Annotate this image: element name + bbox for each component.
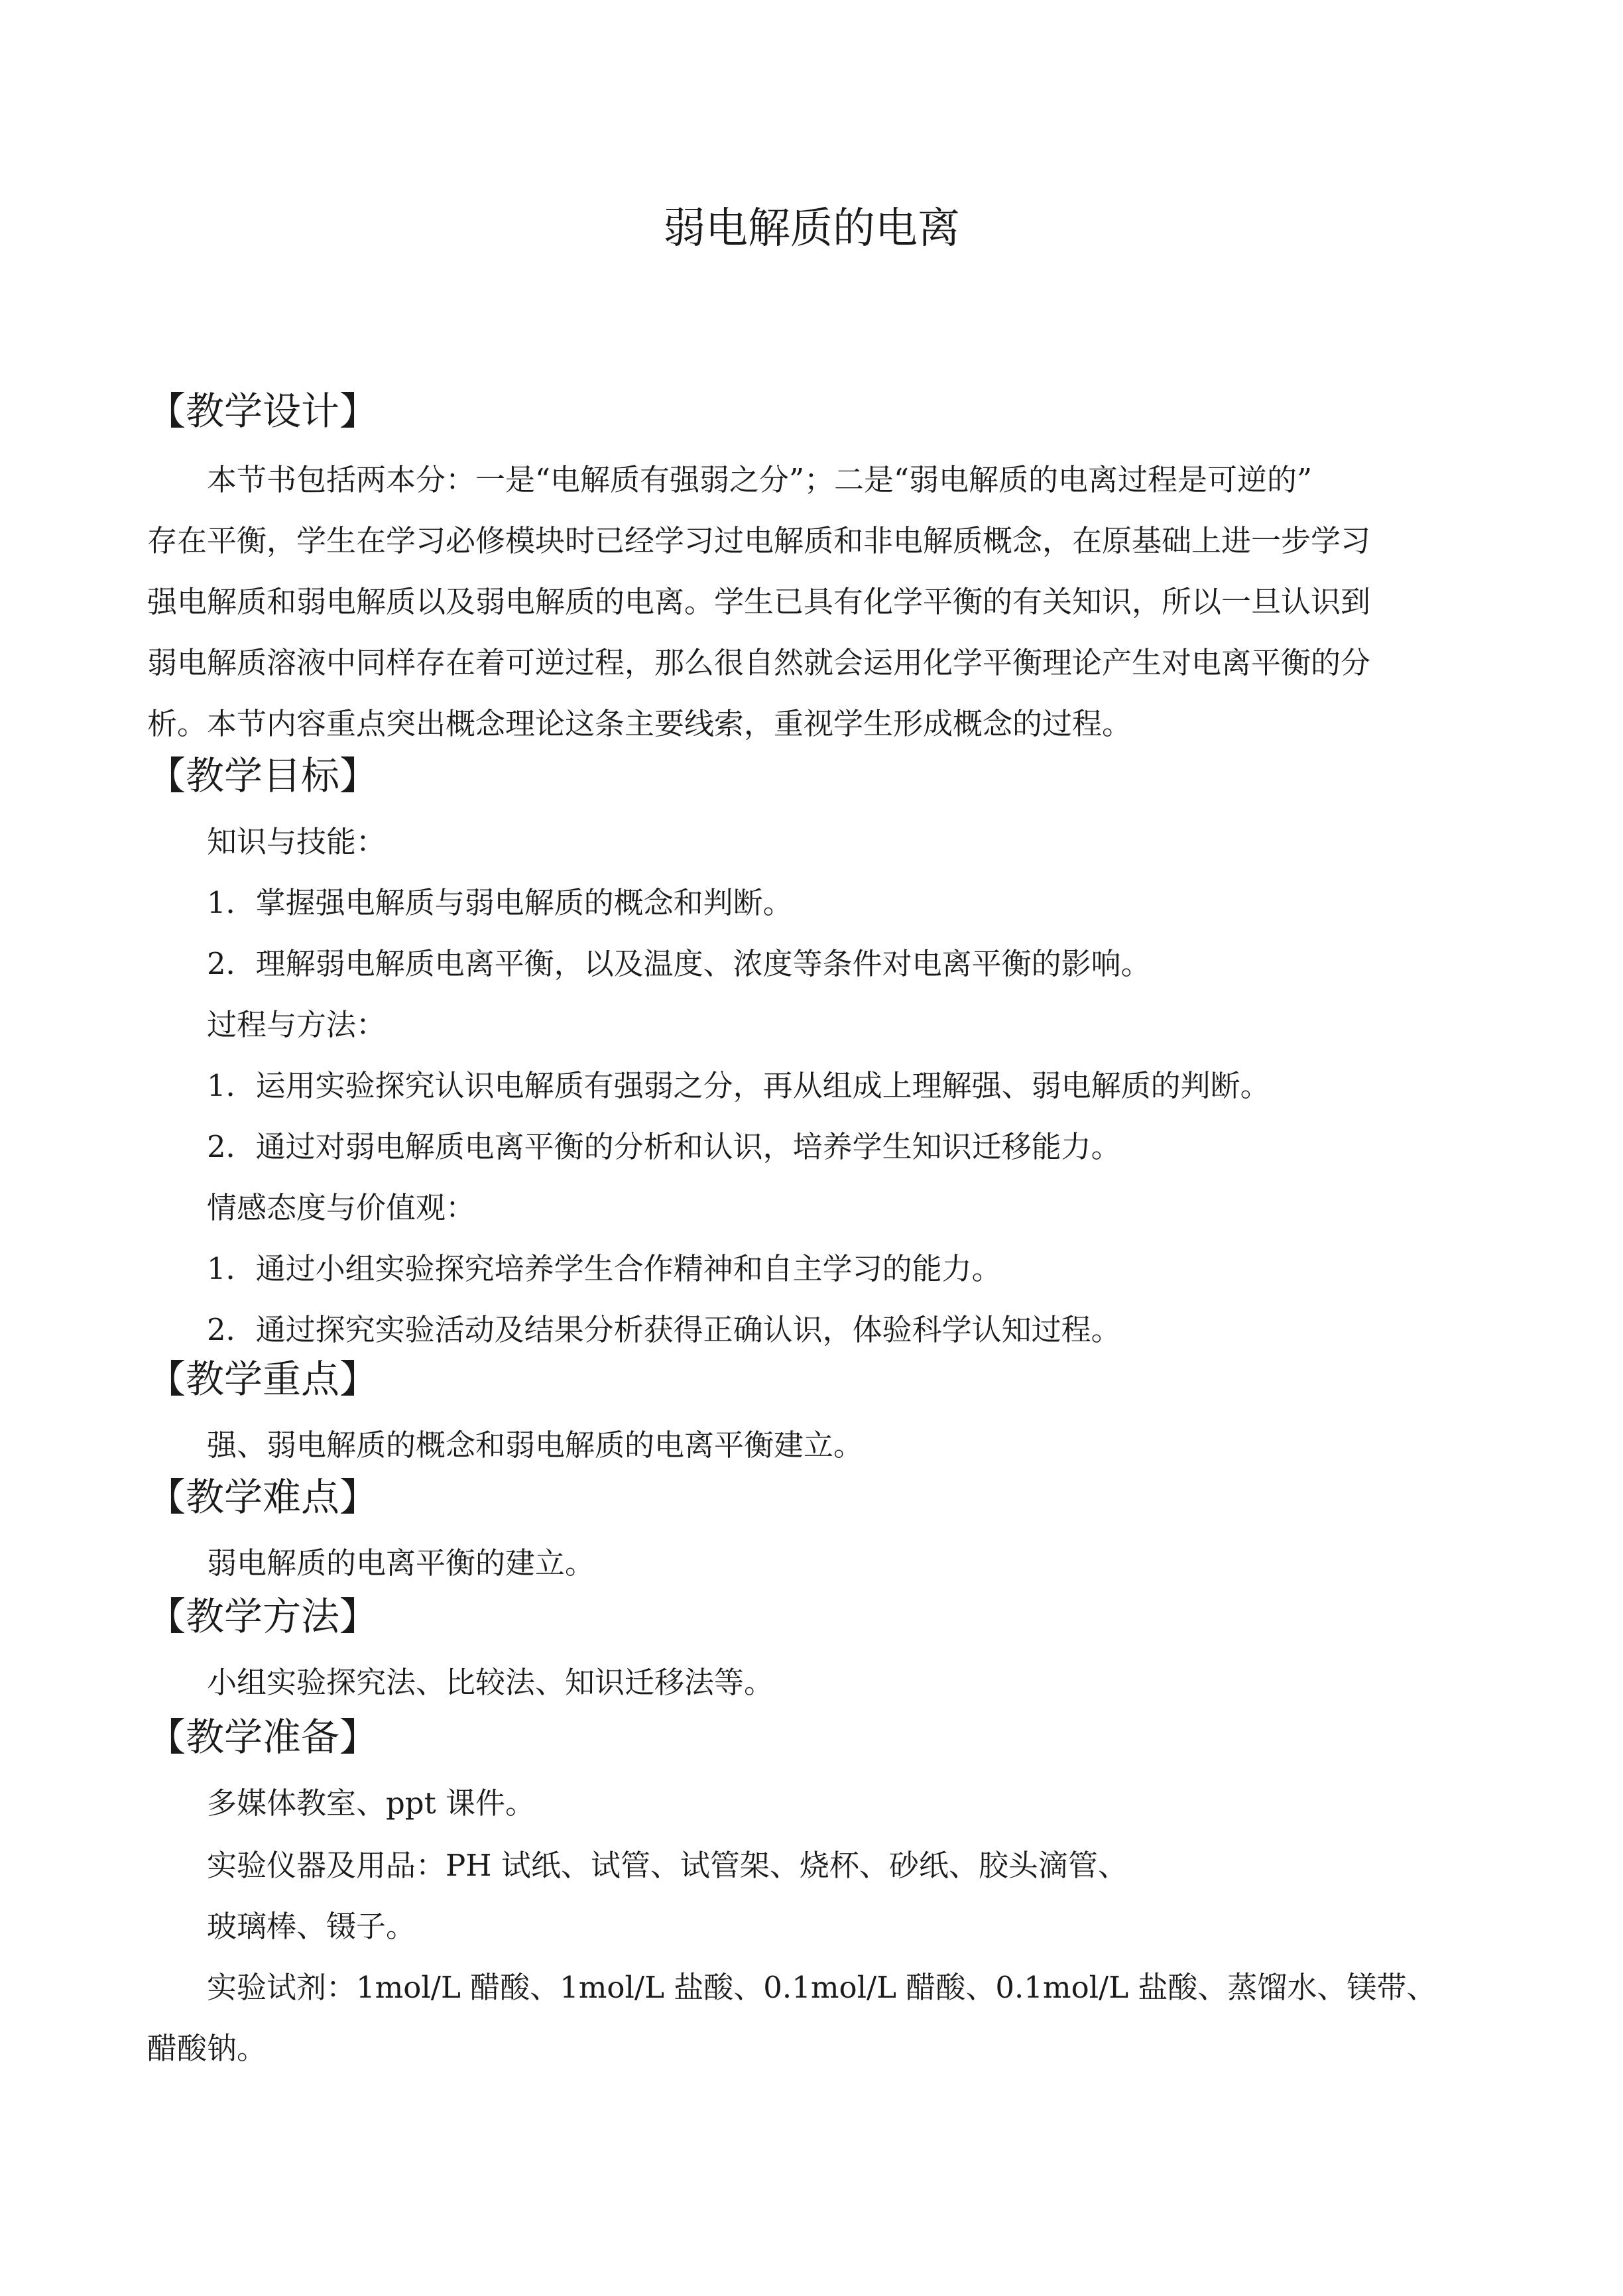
methods-text: 小组实验探究法、比较法、知识迁移法等。 bbox=[207, 1665, 774, 1700]
key-points-text: 强、弱电解质的概念和弱电解质的电离平衡建立。 bbox=[207, 1427, 864, 1463]
heading-preparation: 【教学准备】 bbox=[147, 1715, 379, 1760]
difficulties-text: 弱电解质的电离平衡的建立。 bbox=[207, 1545, 595, 1581]
process-item-1: 1．运用实验探究认识电解质有强弱之分，再从组成上理解强、弱电解质的判断。 bbox=[207, 1068, 1270, 1103]
prep-reagents-line-2: 醋酸钠。 bbox=[147, 2031, 267, 2066]
document-title: 弱电解质的电离 bbox=[663, 204, 960, 253]
prep-reagents-line-1: 实验试剂：1mol/L 醋酸、1mol/L 盐酸、0.1mol/L 醋酸、0.1mol/L 盐酸、蒸馏水、镁带、 bbox=[207, 1970, 1437, 2005]
knowledge-item-1: 1．掌握强电解质与弱电解质的概念和判断。 bbox=[207, 885, 793, 920]
heading-teaching-design: 【教学设计】 bbox=[147, 389, 379, 434]
process-title: 过程与方法： bbox=[207, 1007, 387, 1042]
design-line-3: 强电解质和弱电解质以及弱电解质的电离。学生已具有化学平衡的有关知识，所以一旦认识到 bbox=[147, 584, 1371, 619]
prep-instruments-line-1: 实验仪器及用品：PH 试纸、试管、试管架、烧杯、砂纸、胶头滴管、 bbox=[207, 1848, 1128, 1883]
knowledge-title: 知识与技能： bbox=[207, 824, 387, 859]
heading-teaching-goals: 【教学目标】 bbox=[147, 753, 379, 798]
design-line-2: 存在平衡，学生在学习必修模块时已经学习过电解质和非电解质概念，在原基础上进一步学习 bbox=[147, 523, 1371, 558]
process-item-2: 2．通过对弱电解质电离平衡的分析和认识，培养学生知识迁移能力。 bbox=[207, 1129, 1121, 1164]
heading-methods: 【教学方法】 bbox=[147, 1594, 379, 1639]
knowledge-item-2: 2．理解弱电解质电离平衡，以及温度、浓度等条件对电离平衡的影响。 bbox=[207, 946, 1151, 981]
prep-media: 多媒体教室、ppt 课件。 bbox=[207, 1785, 536, 1821]
heading-difficulties: 【教学难点】 bbox=[147, 1475, 379, 1520]
heading-key-points: 【教学重点】 bbox=[147, 1357, 379, 1402]
attitude-item-2: 2．通过探究实验活动及结果分析获得正确认识，体验科学认知过程。 bbox=[207, 1312, 1121, 1347]
design-line-5: 析。本节内容重点突出概念理论这条主要线索，重视学生形成概念的过程。 bbox=[147, 706, 1132, 741]
prep-instruments-line-2: 玻璃棒、镊子。 bbox=[207, 1909, 416, 1944]
attitude-title: 情感态度与价值观： bbox=[207, 1190, 476, 1225]
attitude-item-1: 1．通过小组实验探究培养学生合作精神和自主学习的能力。 bbox=[207, 1251, 1002, 1286]
design-line-1: 本节书包括两本分：一是“电解质有强弱之分”；二是“弱电解质的电离过程是可逆的” bbox=[207, 462, 1313, 497]
design-line-4: 弱电解质溶液中同样存在着可逆过程，那么很自然就会运用化学平衡理论产生对电离平衡的分 bbox=[147, 645, 1371, 680]
